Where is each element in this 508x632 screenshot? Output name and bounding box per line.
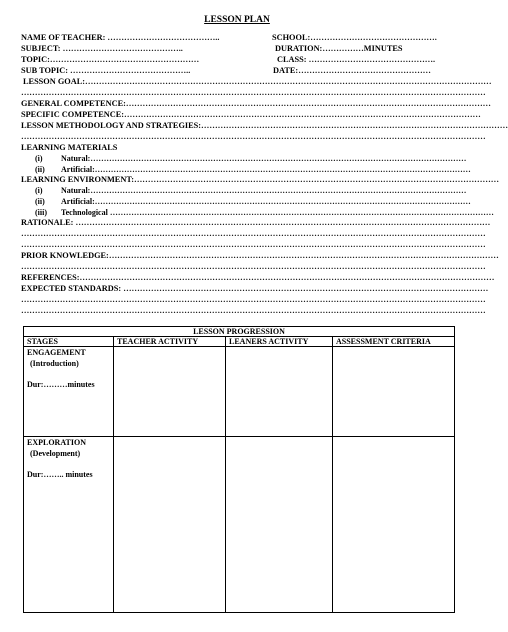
rationale-continuation-2: …………………………………………………………………………………………………………………………………………………… (21, 240, 486, 249)
stage-duration: Dur:…….. minutes (27, 470, 93, 479)
expected-standards-continuation-2: …………………………………………………………………………………………………………………………………………………… (21, 306, 486, 315)
prior-knowledge-continuation: …………………………………………………………………………………………………………………………………………………… (21, 262, 486, 271)
environment-artificial-item (35, 197, 471, 207)
expected-standards-field: EXPECTED STANDARDS: …………………………………………………………………………………………………………………… (21, 284, 489, 293)
rationale-continuation-1: …………………………………………………………………………………………………………………………………………………… (21, 229, 486, 238)
subject-field: SUBJECT: …………………………………….. (21, 44, 183, 53)
rationale-field: RATIONALE: …………………………………………………………………………………………………………………………………… (21, 218, 491, 227)
stage-name: EXPLORATION (27, 438, 86, 447)
item-text: Natural:…………………………………………………………………………………………………………………………… (61, 154, 467, 163)
environment-technological-item (35, 208, 494, 218)
teacher-activity-cell (114, 347, 226, 437)
materials-natural-item (35, 154, 467, 164)
item-number: (i) (35, 154, 43, 163)
stage-name: ENGAGEMENT (27, 348, 86, 357)
column-header-stages: STAGES (24, 337, 114, 347)
environment-natural-item (35, 186, 467, 196)
table-row (24, 347, 455, 437)
stage-subtitle: (Development) (30, 449, 81, 458)
learners-activity-cell (226, 437, 333, 613)
item-text: Technological ……………………………………………………………………………………………………………………………… (61, 208, 494, 217)
methodology-field: LESSON METHODOLOGY AND STRATEGIES:………………………………………………………………………………………………… (21, 121, 508, 130)
item-text: Artificial:…………………………………………………………………………………………………………………………… (61, 165, 471, 174)
subtopic-field: SUB TOPIC: …………………………………….. (21, 66, 191, 75)
lesson-progression-table (23, 326, 455, 613)
item-number: (ii) (35, 197, 45, 206)
item-text: Artificial:…………………………………………………………………………………………………………………………… (61, 197, 471, 206)
item-number: (ii) (35, 165, 45, 174)
assessment-criteria-cell (333, 437, 455, 613)
materials-artificial-item (35, 165, 471, 175)
lesson-goal-continuation: …………………………………………………………………………………………………………………………………………………… (21, 88, 486, 97)
column-header-learners-activity: LEANERS ACTIVITY (226, 337, 333, 347)
item-number: (iii) (35, 208, 47, 217)
item-text: Natural:…………………………………………………………………………………………………………………………… (61, 186, 467, 195)
teacher-field: NAME OF TEACHER: ………………………………….. (21, 33, 220, 42)
stage-cell-engagement (24, 347, 114, 437)
prior-knowledge-field: PRIOR KNOWLEDGE:…………………………………………………………………………………………………………………………… (21, 251, 499, 260)
learning-materials-heading: LEARNING MATERIALS (21, 143, 118, 152)
stage-cell-exploration (24, 437, 114, 613)
methodology-continuation: …………………………………………………………………………………………………………………………………………………… (21, 132, 486, 141)
assessment-criteria-cell (333, 347, 455, 437)
duration-field: DURATION:……………MINUTES (275, 44, 403, 53)
class-field: CLASS: ………………………………………. (277, 55, 436, 64)
lesson-goal-field: LESSON GOAL:………………………………………………………………………………………………………………………………… (23, 77, 492, 86)
topic-field: TOPIC:……………………………………………… (21, 55, 200, 64)
general-competence-field: GENERAL COMPETENCE:…………………………………………………………………………………………………………………… (21, 99, 491, 108)
teacher-activity-cell (114, 437, 226, 613)
date-field: DATE:………………………………………… (273, 66, 431, 75)
item-number: (i) (35, 186, 43, 195)
stage-duration: Dur:………minutes (27, 380, 95, 389)
expected-standards-continuation-1: …………………………………………………………………………………………………………………………………………………… (21, 295, 486, 304)
column-header-teacher-activity: TEACHER ACTIVITY (114, 337, 226, 347)
table-row (24, 437, 455, 613)
column-header-assessment-criteria: ASSESSMENT CRITERIA (333, 337, 455, 347)
page-title: LESSON PLAN (204, 15, 270, 25)
references-field: REFERENCES:…………………………………………………………………………………………………………………………………… (21, 273, 495, 282)
learning-environment-field: LEARNING ENVIRONMENT:…………………………………………………………………………………………………………………… (21, 175, 500, 184)
progression-heading: LESSON PROGRESSION (24, 327, 455, 337)
learners-activity-cell (226, 347, 333, 437)
stage-subtitle: (Introduction) (30, 359, 79, 368)
specific-competence-field: SPECIFIC COMPETENCE:………………………………………………………………………………………………………………… (21, 110, 481, 119)
school-field: SCHOOL:………………………………………. (272, 33, 437, 42)
